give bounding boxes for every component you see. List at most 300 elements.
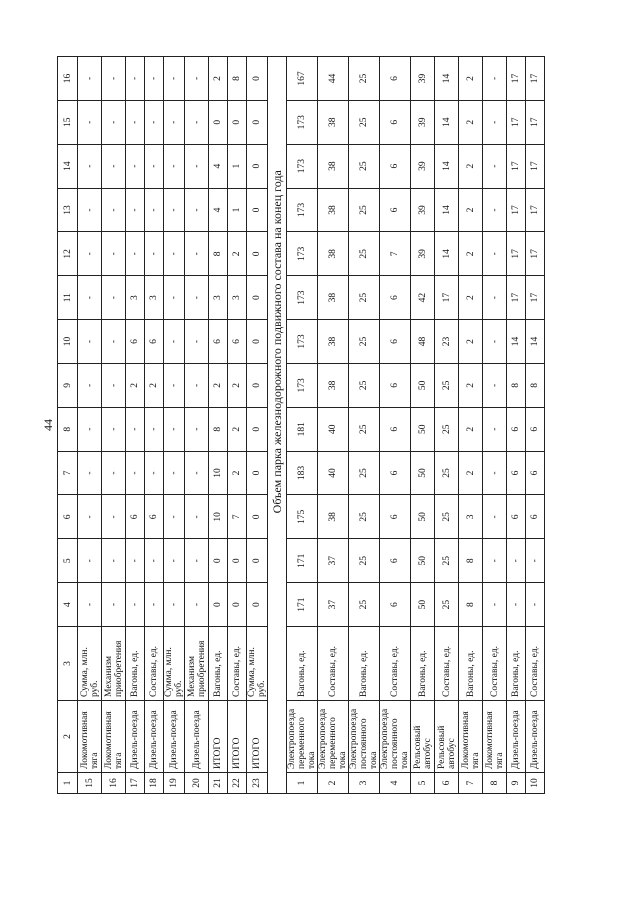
rotated-table-container: [57, 56, 574, 794]
value-cell: 6: [526, 451, 545, 495]
value-cell: 6: [526, 407, 545, 451]
header-cell: 16: [58, 57, 78, 101]
table-row: [145, 57, 164, 794]
value-cell: 0: [247, 57, 268, 101]
row-number: 5: [411, 773, 435, 794]
value-cell: 0: [247, 232, 268, 276]
table-row: [126, 57, 145, 794]
value-cell: -: [102, 144, 126, 188]
value-cell: 10: [209, 451, 228, 495]
value-cell: -: [483, 539, 507, 583]
value-cell: 38: [318, 188, 349, 232]
value-cell: -: [78, 363, 102, 407]
row-unit: Составы, ед.: [145, 627, 164, 701]
row-unit: Составы, ед.: [483, 627, 507, 701]
value-cell: -: [185, 495, 209, 539]
value-cell: -: [78, 232, 102, 276]
row-number: 22: [228, 773, 247, 794]
row-number: 19: [164, 773, 185, 794]
table-body: [58, 57, 545, 794]
value-cell: 2: [228, 451, 247, 495]
value-cell: 39: [411, 100, 435, 144]
value-cell: 0: [247, 539, 268, 583]
value-cell: 8: [526, 363, 545, 407]
value-cell: 50: [411, 583, 435, 627]
value-cell: 6: [228, 320, 247, 364]
value-cell: -: [526, 539, 545, 583]
value-cell: 17: [507, 188, 526, 232]
value-cell: 25: [435, 539, 459, 583]
row-unit: Сумма, млн. руб.: [78, 627, 102, 701]
value-cell: 3: [145, 276, 164, 320]
row-unit: Составы, ед.: [228, 627, 247, 701]
value-cell: 38: [318, 276, 349, 320]
header-cell: 3: [58, 627, 78, 701]
header-cell: 4: [58, 583, 78, 627]
value-cell: 38: [318, 100, 349, 144]
value-cell: -: [102, 232, 126, 276]
row-name: ИТОГО: [247, 701, 268, 773]
value-cell: 2: [228, 363, 247, 407]
value-cell: 6: [380, 539, 411, 583]
value-cell: 6: [145, 495, 164, 539]
value-cell: -: [185, 539, 209, 583]
value-cell: -: [102, 451, 126, 495]
value-cell: -: [78, 276, 102, 320]
value-cell: -: [78, 57, 102, 101]
value-cell: 6: [380, 57, 411, 101]
value-cell: 25: [349, 57, 380, 101]
row-unit: Вагоны, ед.: [126, 627, 145, 701]
value-cell: -: [164, 583, 185, 627]
value-cell: 183: [287, 451, 318, 495]
value-cell: 7: [228, 495, 247, 539]
value-cell: -: [507, 539, 526, 583]
value-cell: 0: [247, 407, 268, 451]
row-unit: Составы, ед.: [380, 627, 411, 701]
value-cell: 2: [228, 407, 247, 451]
table-row: [435, 57, 459, 794]
value-cell: 25: [349, 495, 380, 539]
value-cell: 171: [287, 583, 318, 627]
value-cell: -: [185, 320, 209, 364]
value-cell: 38: [318, 232, 349, 276]
value-cell: 6: [209, 320, 228, 364]
value-cell: -: [78, 320, 102, 364]
value-cell: 1: [228, 188, 247, 232]
table-row: [287, 57, 318, 794]
row-number: 10: [526, 773, 545, 794]
value-cell: 17: [526, 188, 545, 232]
value-cell: 6: [380, 320, 411, 364]
value-cell: -: [185, 57, 209, 101]
row-number: 9: [507, 773, 526, 794]
value-cell: 3: [209, 276, 228, 320]
value-cell: -: [102, 583, 126, 627]
value-cell: -: [102, 539, 126, 583]
header-cell: 15: [58, 100, 78, 144]
value-cell: 14: [435, 100, 459, 144]
value-cell: 25: [435, 451, 459, 495]
value-cell: 8: [209, 232, 228, 276]
table-row: [185, 57, 209, 794]
value-cell: -: [164, 276, 185, 320]
row-unit: Вагоны, ед.: [209, 627, 228, 701]
row-number: 7: [459, 773, 483, 794]
value-cell: 40: [318, 407, 349, 451]
value-cell: -: [164, 539, 185, 583]
value-cell: 10: [209, 495, 228, 539]
row-number: 16: [102, 773, 126, 794]
value-cell: -: [102, 57, 126, 101]
value-cell: -: [164, 495, 185, 539]
value-cell: 39: [411, 232, 435, 276]
value-cell: 25: [349, 363, 380, 407]
section-title-row: [268, 57, 287, 794]
value-cell: -: [483, 57, 507, 101]
value-cell: 38: [318, 495, 349, 539]
value-cell: -: [126, 144, 145, 188]
value-cell: 2: [459, 276, 483, 320]
table-row: [102, 57, 126, 794]
value-cell: -: [483, 583, 507, 627]
row-number: 1: [287, 773, 318, 794]
value-cell: 2: [126, 363, 145, 407]
row-number: 17: [126, 773, 145, 794]
value-cell: 25: [435, 407, 459, 451]
value-cell: 175: [287, 495, 318, 539]
header-cell: 1: [58, 773, 78, 794]
value-cell: 6: [507, 451, 526, 495]
value-cell: 2: [459, 363, 483, 407]
value-cell: -: [145, 188, 164, 232]
row-number: 20: [185, 773, 209, 794]
value-cell: -: [164, 451, 185, 495]
value-cell: 2: [459, 320, 483, 364]
value-cell: 167: [287, 57, 318, 101]
header-cell: 7: [58, 451, 78, 495]
header-cell: 13: [58, 188, 78, 232]
value-cell: 2: [459, 451, 483, 495]
value-cell: 2: [459, 188, 483, 232]
value-cell: 14: [435, 232, 459, 276]
value-cell: -: [164, 363, 185, 407]
header-row: [58, 57, 78, 794]
value-cell: 0: [228, 583, 247, 627]
value-cell: 4: [209, 188, 228, 232]
value-cell: 14: [435, 188, 459, 232]
value-cell: -: [102, 407, 126, 451]
value-cell: 0: [209, 100, 228, 144]
value-cell: 0: [247, 144, 268, 188]
row-number: 21: [209, 773, 228, 794]
header-cell: 12: [58, 232, 78, 276]
value-cell: -: [483, 100, 507, 144]
rolling-stock-table: [57, 56, 545, 794]
value-cell: 17: [526, 232, 545, 276]
row-name: Дизель-поезда: [526, 701, 545, 773]
row-name: Локомотивная тяга: [483, 701, 507, 773]
value-cell: 17: [526, 276, 545, 320]
value-cell: -: [145, 539, 164, 583]
table-row: [411, 57, 435, 794]
value-cell: 6: [380, 451, 411, 495]
value-cell: -: [483, 363, 507, 407]
header-cell: 9: [58, 363, 78, 407]
value-cell: -: [126, 232, 145, 276]
value-cell: -: [102, 188, 126, 232]
row-number: 15: [78, 773, 102, 794]
value-cell: -: [102, 363, 126, 407]
value-cell: 2: [459, 144, 483, 188]
table-row: [209, 57, 228, 794]
row-name: Локомотивная тяга: [78, 701, 102, 773]
value-cell: -: [145, 57, 164, 101]
value-cell: 14: [507, 320, 526, 364]
value-cell: 37: [318, 583, 349, 627]
value-cell: 0: [209, 539, 228, 583]
value-cell: -: [164, 100, 185, 144]
value-cell: 38: [318, 363, 349, 407]
row-name: Локомотивная тяга: [102, 701, 126, 773]
value-cell: -: [185, 583, 209, 627]
value-cell: 6: [380, 276, 411, 320]
header-cell: 2: [58, 701, 78, 773]
row-name: Дизель-поезда: [164, 701, 185, 773]
value-cell: -: [78, 407, 102, 451]
value-cell: -: [145, 451, 164, 495]
value-cell: -: [164, 188, 185, 232]
section-title: Объем парка железнодорожного подвижного состава на конец года: [268, 57, 287, 627]
value-cell: 25: [349, 276, 380, 320]
value-cell: -: [483, 188, 507, 232]
value-cell: 17: [507, 144, 526, 188]
value-cell: 40: [318, 451, 349, 495]
value-cell: 2: [209, 57, 228, 101]
value-cell: -: [78, 144, 102, 188]
row-name: ИТОГО: [209, 701, 228, 773]
value-cell: 8: [459, 583, 483, 627]
header-cell: 6: [58, 495, 78, 539]
value-cell: 25: [435, 495, 459, 539]
table-row: [459, 57, 483, 794]
value-cell: 25: [349, 144, 380, 188]
value-cell: -: [126, 57, 145, 101]
value-cell: 17: [507, 276, 526, 320]
value-cell: 0: [228, 539, 247, 583]
value-cell: -: [126, 100, 145, 144]
value-cell: 6: [526, 495, 545, 539]
value-cell: -: [126, 451, 145, 495]
value-cell: -: [164, 407, 185, 451]
row-unit: Вагоны, ед.: [411, 627, 435, 701]
value-cell: 173: [287, 232, 318, 276]
row-name: Рельсовый автобус: [435, 701, 459, 773]
row-name: Локомотивная тяга: [459, 701, 483, 773]
value-cell: 173: [287, 144, 318, 188]
value-cell: 6: [380, 583, 411, 627]
row-unit: Сумма, млн. руб.: [247, 627, 268, 701]
row-number: 8: [483, 773, 507, 794]
value-cell: 39: [411, 188, 435, 232]
value-cell: 50: [411, 451, 435, 495]
value-cell: 0: [247, 188, 268, 232]
row-unit: Вагоны, ед.: [459, 627, 483, 701]
row-name: Электропоезда постоянного тока: [380, 701, 411, 773]
value-cell: 37: [318, 539, 349, 583]
value-cell: 6: [507, 495, 526, 539]
value-cell: 2: [459, 100, 483, 144]
table-row: [507, 57, 526, 794]
value-cell: 173: [287, 276, 318, 320]
value-cell: -: [78, 583, 102, 627]
header-cell: 10: [58, 320, 78, 364]
value-cell: 2: [459, 57, 483, 101]
row-unit: Составы, ед.: [526, 627, 545, 701]
value-cell: -: [483, 320, 507, 364]
value-cell: 25: [349, 451, 380, 495]
value-cell: 7: [380, 232, 411, 276]
value-cell: -: [185, 276, 209, 320]
value-cell: 25: [435, 583, 459, 627]
value-cell: -: [145, 232, 164, 276]
value-cell: 17: [435, 276, 459, 320]
value-cell: -: [483, 144, 507, 188]
value-cell: -: [78, 100, 102, 144]
value-cell: 25: [349, 232, 380, 276]
value-cell: 38: [318, 144, 349, 188]
value-cell: -: [102, 320, 126, 364]
table-row: [483, 57, 507, 794]
header-cell: 8: [58, 407, 78, 451]
table-row: [318, 57, 349, 794]
value-cell: 3: [459, 495, 483, 539]
value-cell: -: [126, 583, 145, 627]
value-cell: 6: [380, 100, 411, 144]
table-row: [247, 57, 268, 794]
row-number: 4: [380, 773, 411, 794]
value-cell: -: [185, 144, 209, 188]
page-number: 44: [41, 419, 55, 431]
value-cell: -: [145, 144, 164, 188]
row-name: ИТОГО: [228, 701, 247, 773]
value-cell: -: [185, 451, 209, 495]
value-cell: 25: [349, 583, 380, 627]
value-cell: -: [78, 188, 102, 232]
value-cell: -: [185, 407, 209, 451]
value-cell: 2: [459, 407, 483, 451]
row-number: 18: [145, 773, 164, 794]
value-cell: 25: [349, 188, 380, 232]
value-cell: 0: [247, 583, 268, 627]
value-cell: -: [145, 100, 164, 144]
value-cell: 17: [526, 144, 545, 188]
value-cell: 0: [247, 320, 268, 364]
value-cell: 0: [247, 451, 268, 495]
value-cell: -: [185, 188, 209, 232]
value-cell: -: [164, 320, 185, 364]
value-cell: 14: [526, 320, 545, 364]
value-cell: 23: [435, 320, 459, 364]
value-cell: 44: [318, 57, 349, 101]
value-cell: 3: [126, 276, 145, 320]
section-spacer: [268, 627, 287, 794]
value-cell: 4: [209, 144, 228, 188]
table-row: [349, 57, 380, 794]
value-cell: 39: [411, 144, 435, 188]
value-cell: 173: [287, 188, 318, 232]
value-cell: 25: [435, 363, 459, 407]
value-cell: 8: [507, 363, 526, 407]
value-cell: 6: [380, 188, 411, 232]
value-cell: -: [78, 539, 102, 583]
value-cell: -: [78, 451, 102, 495]
value-cell: 50: [411, 407, 435, 451]
value-cell: 17: [526, 100, 545, 144]
value-cell: -: [483, 232, 507, 276]
table-row: [526, 57, 545, 794]
value-cell: 6: [507, 407, 526, 451]
value-cell: 8: [209, 407, 228, 451]
value-cell: 17: [507, 100, 526, 144]
value-cell: -: [526, 583, 545, 627]
row-unit: Сумма, млн. руб.: [164, 627, 185, 701]
value-cell: 25: [349, 539, 380, 583]
value-cell: -: [126, 407, 145, 451]
value-cell: 6: [380, 407, 411, 451]
header-cell: 11: [58, 276, 78, 320]
value-cell: -: [102, 276, 126, 320]
value-cell: 25: [349, 100, 380, 144]
value-cell: -: [185, 232, 209, 276]
value-cell: 6: [380, 144, 411, 188]
row-unit: Механизм приобретения: [102, 627, 126, 701]
row-unit: Механизм приобретения: [185, 627, 209, 701]
value-cell: 25: [349, 320, 380, 364]
row-name: Дизель-поезда: [145, 701, 164, 773]
value-cell: 0: [228, 100, 247, 144]
value-cell: 42: [411, 276, 435, 320]
row-name: Электропоезда переменного тока: [318, 701, 349, 773]
value-cell: 50: [411, 495, 435, 539]
value-cell: -: [185, 363, 209, 407]
value-cell: -: [483, 407, 507, 451]
value-cell: 2: [145, 363, 164, 407]
value-cell: -: [483, 451, 507, 495]
value-cell: 173: [287, 320, 318, 364]
value-cell: 17: [526, 57, 545, 101]
value-cell: 8: [459, 539, 483, 583]
row-name: Дизель-поезда: [507, 701, 526, 773]
value-cell: -: [145, 583, 164, 627]
value-cell: -: [102, 495, 126, 539]
value-cell: -: [78, 495, 102, 539]
value-cell: 17: [507, 57, 526, 101]
row-unit: Вагоны, ед.: [287, 627, 318, 701]
row-name: Дизель-поезда: [126, 701, 145, 773]
value-cell: 50: [411, 539, 435, 583]
row-unit: Вагоны, ед.: [349, 627, 380, 701]
value-cell: 50: [411, 363, 435, 407]
row-number: 2: [318, 773, 349, 794]
value-cell: 6: [126, 495, 145, 539]
value-cell: -: [102, 100, 126, 144]
value-cell: 0: [247, 363, 268, 407]
row-unit: Составы, ед.: [318, 627, 349, 701]
value-cell: 2: [228, 232, 247, 276]
table-row: [228, 57, 247, 794]
value-cell: 0: [247, 276, 268, 320]
